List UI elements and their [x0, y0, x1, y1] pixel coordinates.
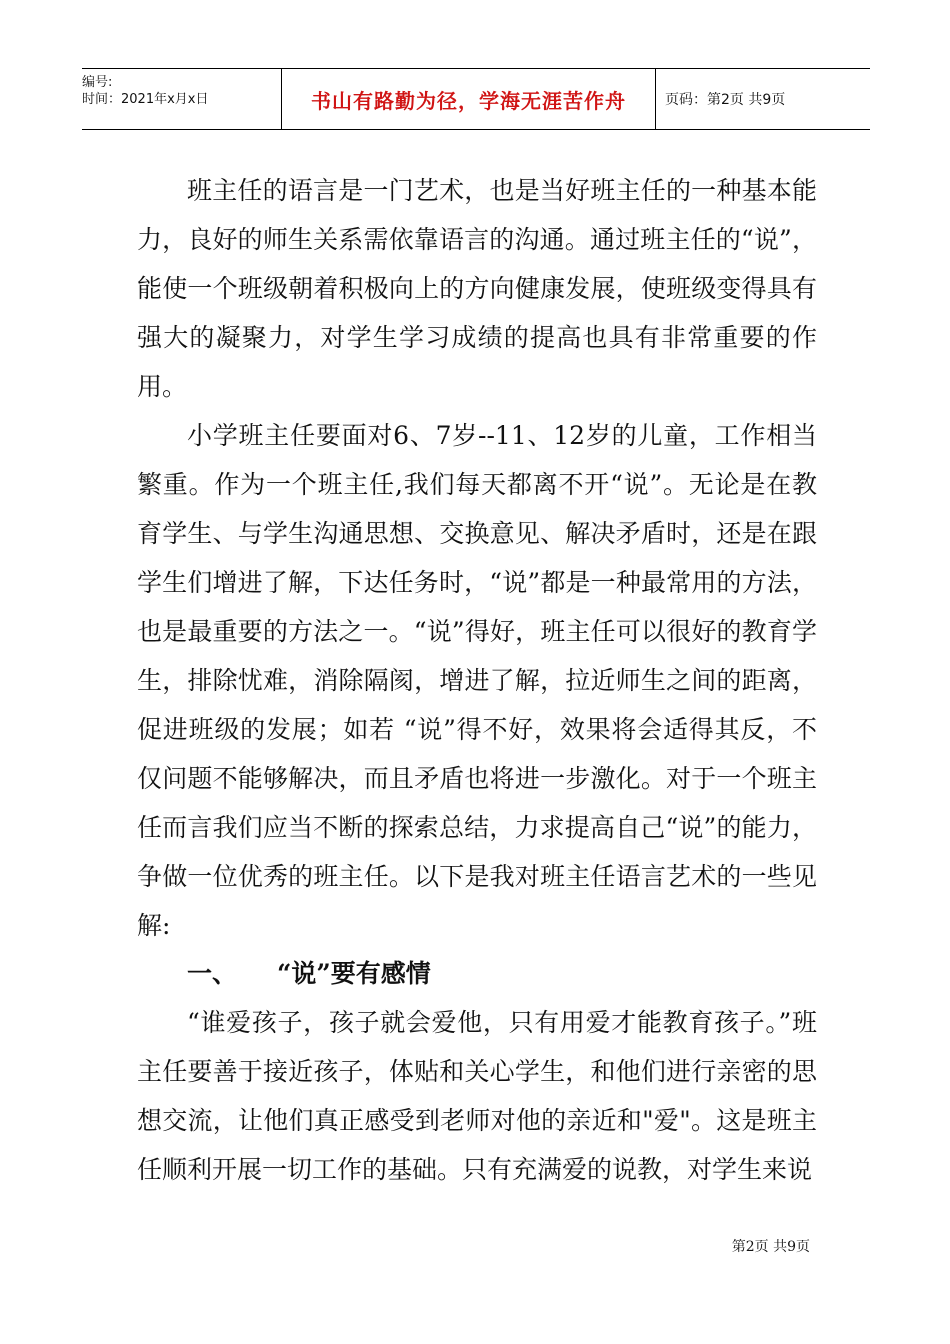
number-label: 编号: [82, 75, 113, 90]
section-heading [137, 950, 817, 998]
page-footer: 第2页 共9页 [731, 1239, 810, 1255]
section-number: 一、 [187, 959, 238, 988]
page-header [82, 68, 870, 130]
paragraph: 班主任的语言是一门艺术，也是当好班主任的一种基本能力，良好的师生关系需依靠语言的沟通。通过班主任的“说”，能使一个班级朝着积极向上的方向健康发展，使班级变得具有强大的凝聚力，对学生学习成绩的提高也具有非常重要的作用。 [137, 176, 817, 401]
header-motto: 书山有路勤为径，学海无涯苦作舟 [282, 69, 656, 129]
paragraph: “谁爱孩子，孩子就会爱他，只有用爱才能教育孩子。”班主任要善于接近孩子，体贴和关心学生，和他们进行亲密的思想交流，让他们真正感受到老师对他的亲近和"爱"。这是班主任顺利开展一切工作的基础。只有充满爱的说教，对学生来说 [137, 1008, 817, 1184]
header-meta [82, 69, 282, 129]
paragraph: 小学班主任要面对6、7岁--11、12岁的儿童，工作相当繁重。作为一个班主任,我们每天都离不开“说”。无论是在教育学生、与学生沟通思想、交换意见、解决矛盾时，还是在跟学生们增进了解，下达任务时，“说”都是一种最常用的方法，也是最重要的方法之一。“说”得好，班主任可以很好的教育学生，排除忧难，消除隔阂，增进了解，拉近师生之间的距离，促进班级的发展；如若 “说”得不好，效果将会适得其反，不仅问题不能够解决，而且矛盾也将进一步激化。对于一个班主任而言我们应当不断的探索总结，力求提高自己“说”的能力，争做一位优秀的班主任。以下是我对班主任语言艺术的一些见解: [137, 421, 817, 940]
time-label: 时间：2021年x月x日 [82, 92, 209, 107]
document-body [137, 166, 817, 1194]
header-page-label: 页码：第2页 共9页 [665, 92, 786, 108]
section-title: “说”要有感情 [277, 959, 431, 988]
